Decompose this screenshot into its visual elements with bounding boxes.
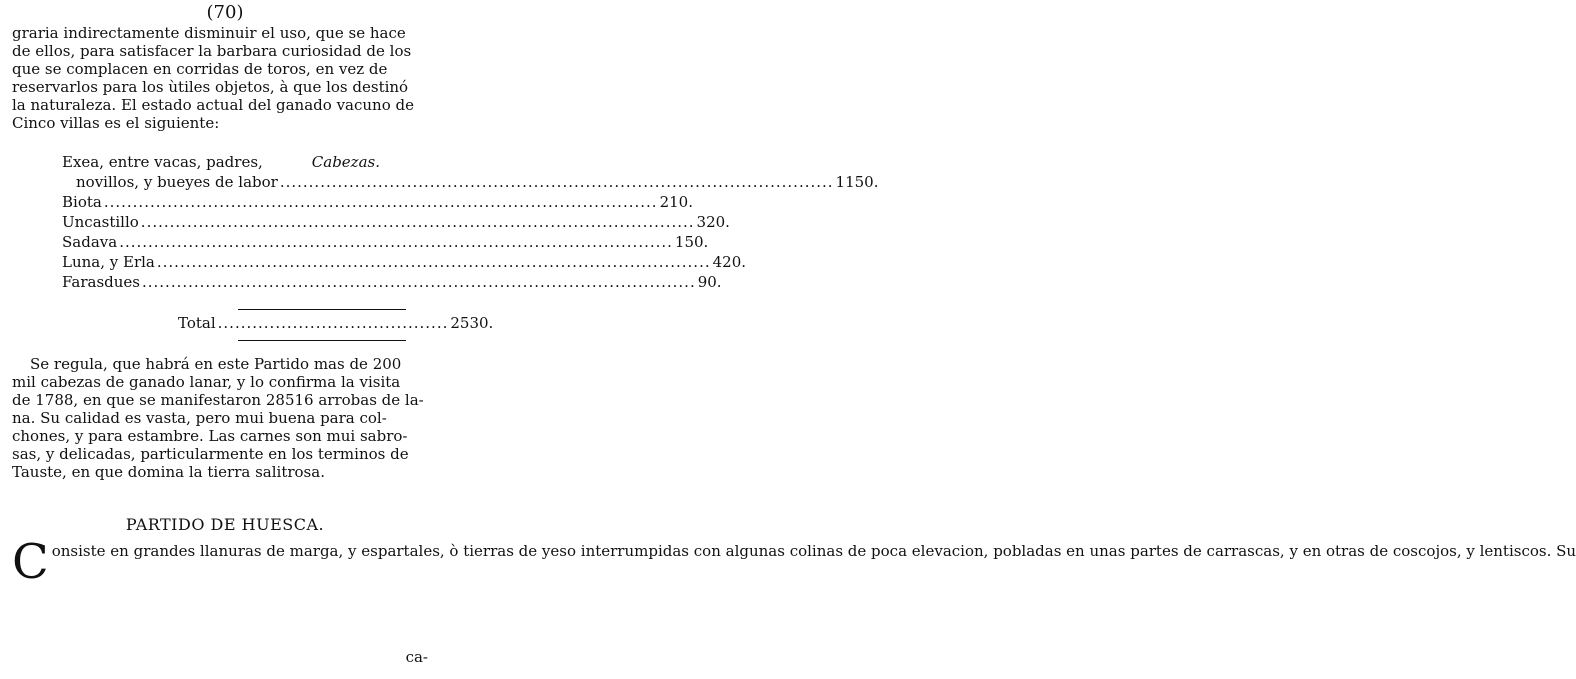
text-line: de ellos, para satisfacer la barbara curiosidad de los bbox=[12, 42, 412, 60]
text-line: onsiste en grandes llanuras de marga, y espartales, ò tierras de yeso interrumpidas con algunas colinas de poca elevacion, pobladas en unas partes de carrascas, y en otras de coscojos, y lentiscos. Su bbox=[51, 542, 1576, 560]
table-header bbox=[62, 152, 380, 172]
leader-dots bbox=[141, 212, 695, 232]
row-value: 150. bbox=[674, 233, 709, 251]
text-line: la naturaleza. El estado actual del ganado vacuno de bbox=[12, 96, 414, 114]
catchword: ca- bbox=[405, 648, 428, 666]
paragraph-2 bbox=[12, 355, 436, 481]
text-line: sas, y delicadas, particularmente en los terminos de bbox=[12, 445, 409, 463]
text-line: Cinco villas es el siguiente: bbox=[12, 114, 220, 132]
total-rule-top bbox=[238, 309, 406, 310]
text-line: de 1788, en que se manifestaron 28516 arrobas de la- bbox=[12, 391, 424, 409]
paragraph-1 bbox=[12, 24, 436, 132]
table-row bbox=[62, 272, 722, 292]
table-row bbox=[62, 212, 730, 232]
total-label: Total bbox=[178, 314, 216, 332]
row-label: Biota bbox=[62, 193, 102, 211]
text-line: chones, y para estambre. Las carnes son mui sabro- bbox=[12, 427, 408, 445]
row-label: Luna, y Erla bbox=[62, 253, 155, 271]
table-row bbox=[62, 232, 709, 252]
text-line: reservarlos para los ùtiles objetos, à que los destinó bbox=[12, 78, 409, 96]
leader-dots bbox=[280, 172, 834, 192]
row-value: 1150. bbox=[835, 173, 879, 191]
row-label: Farasdues bbox=[62, 273, 140, 291]
drop-cap: C bbox=[12, 534, 49, 590]
total-value: 2530. bbox=[450, 314, 494, 332]
leader-dots bbox=[218, 314, 449, 332]
leader-dots bbox=[157, 252, 711, 272]
total-rule-bottom bbox=[238, 340, 406, 341]
text-line: na. Su calidad es vasta, pero mui buena para col- bbox=[12, 409, 387, 427]
table-row bbox=[62, 252, 747, 272]
table-row bbox=[62, 192, 693, 212]
row-label: novillos, y bueyes de labor bbox=[76, 173, 278, 191]
row-value: 320. bbox=[696, 213, 730, 231]
page-number: (70) bbox=[206, 2, 244, 23]
text-line: graria indirectamente disminuir el uso, que se hace bbox=[12, 24, 406, 42]
leader-dots bbox=[142, 272, 696, 292]
cattle-table bbox=[62, 152, 879, 292]
row-label: Uncastillo bbox=[62, 213, 139, 231]
paragraph-3 bbox=[12, 534, 1576, 590]
row-label: Sadava bbox=[62, 233, 118, 251]
leader-dots bbox=[104, 192, 658, 212]
total-row bbox=[178, 314, 494, 332]
leader-dots bbox=[119, 232, 673, 252]
text-line: que se complacen en corridas de toros, en vez de bbox=[12, 60, 388, 78]
text-line: Se regula, que habrá en este Partido mas de 200 bbox=[30, 355, 402, 373]
column-header: Cabezas. bbox=[311, 153, 380, 171]
row-value: 420. bbox=[712, 253, 747, 271]
table-header-label: Exea, entre vacas, padres, bbox=[62, 153, 263, 171]
text-line: Tauste, en que domina la tierra salitrosa. bbox=[12, 463, 325, 481]
table-row bbox=[62, 172, 879, 192]
row-value: 210. bbox=[659, 193, 693, 211]
text-line: mil cabezas de ganado lanar, y lo confirma la visita bbox=[12, 373, 401, 391]
section-heading: PARTIDO DE HUESCA. bbox=[125, 515, 325, 534]
row-value: 90. bbox=[697, 273, 722, 291]
